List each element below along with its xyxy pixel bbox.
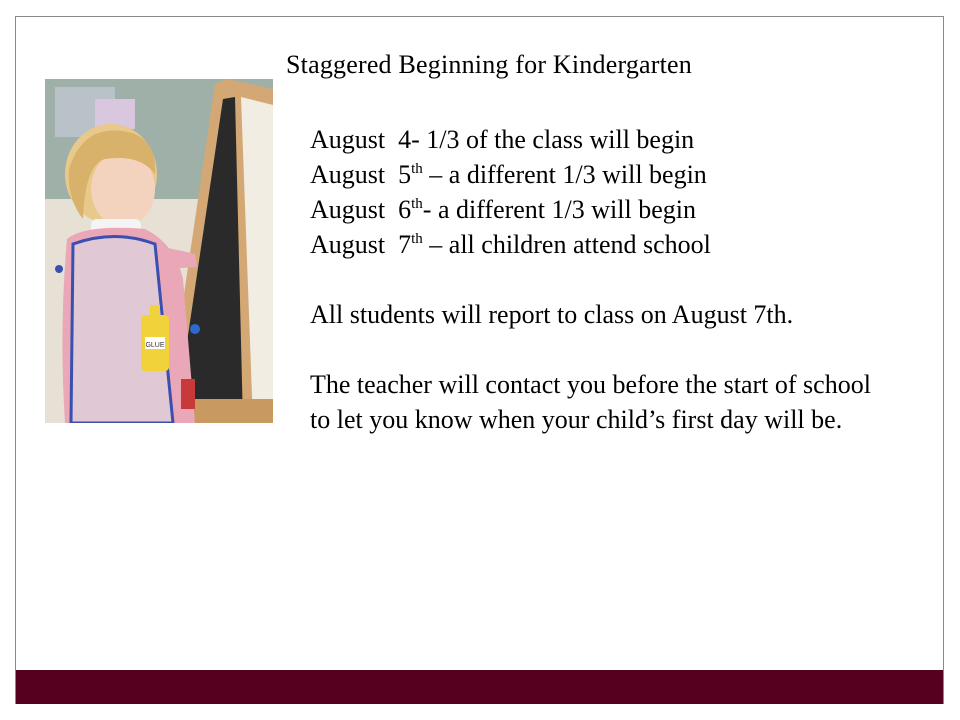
report-note: All students will report to class on August 7th. (310, 300, 794, 329)
child-at-easel-photo (45, 79, 273, 423)
ordinal-suffix: th (411, 231, 423, 247)
schedule-text: - a different 1/3 will begin (422, 195, 696, 224)
glue-label: GLUE (145, 342, 165, 349)
day: 5 (398, 160, 412, 189)
day: 7 (398, 230, 412, 259)
slide-title: Staggered Beginning for Kindergarten (286, 50, 692, 79)
day: 6 (398, 195, 412, 224)
contact-note: The teacher will contact you before the start of school to let you know when your child’s first day will be. (310, 370, 871, 434)
schedule-text: – all children attend school (422, 230, 711, 259)
day: 4 (398, 125, 412, 154)
month: August (310, 160, 386, 189)
schedule-line (310, 227, 885, 262)
footer-bar (16, 670, 943, 704)
schedule-list (310, 122, 885, 262)
month: August (310, 195, 386, 224)
slide-body (310, 122, 885, 437)
ordinal-suffix: th (411, 196, 423, 212)
schedule-text: – a different 1/3 will begin (422, 160, 707, 189)
schedule-text: - 1/3 of the class will begin (411, 125, 695, 154)
schedule-line (310, 122, 885, 157)
schedule-line (310, 157, 885, 192)
month: August (310, 125, 386, 154)
month: August (310, 230, 386, 259)
ordinal-suffix: th (411, 161, 423, 177)
schedule-line (310, 192, 885, 227)
